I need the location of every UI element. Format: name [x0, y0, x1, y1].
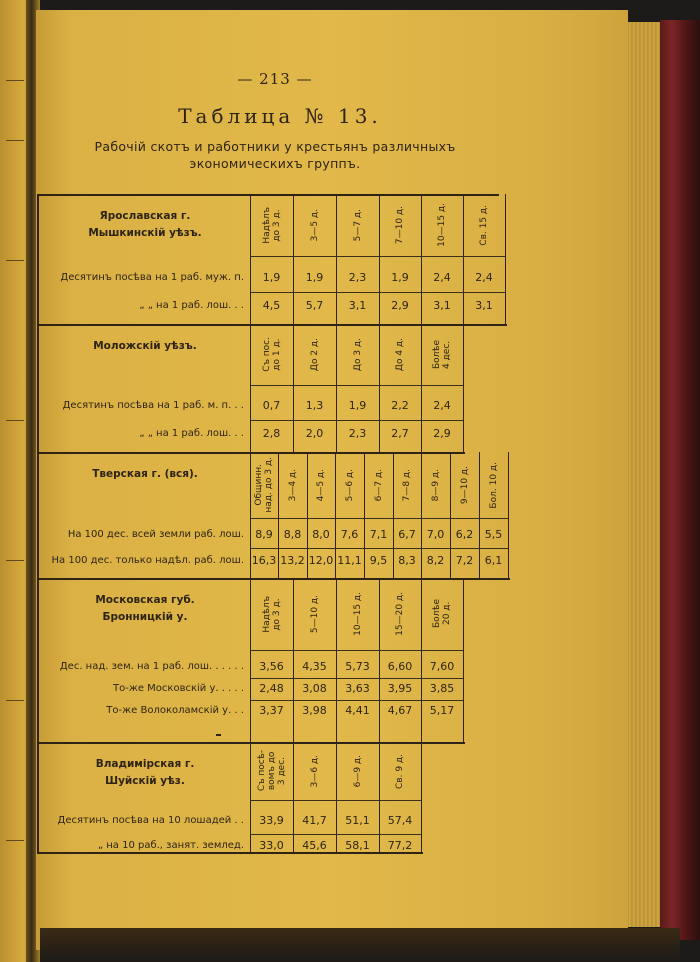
table-cell: 1,9: [305, 271, 324, 284]
column-header-text: 15—20 д.: [395, 592, 405, 636]
table-cell: 7,2: [455, 554, 474, 567]
column-header: [293, 328, 336, 381]
table-cell: 1,9: [348, 399, 367, 412]
column-header: [364, 456, 393, 514]
column-header: [421, 198, 463, 252]
row-divider: [250, 834, 421, 835]
region-label-line: Владимірская г.: [95, 758, 195, 770]
table-cell: 77,2: [387, 839, 413, 852]
column-header-text: Бол. 10 д.: [488, 461, 499, 509]
row-label: То-же Волоколамскій у. . .: [106, 705, 244, 716]
column-header-text: 10—15 д.: [352, 592, 363, 636]
column-header-text: Болѣе 20 д.: [432, 599, 452, 629]
stray-dash: [216, 734, 221, 736]
section-divider: [37, 578, 510, 580]
column-header-text: 5—10 д.: [309, 594, 320, 634]
table-cell: 57,4: [387, 814, 413, 827]
row-label: То-же Московскій у. . . . .: [113, 683, 244, 694]
table-cell: 2,3: [348, 427, 367, 440]
table-subtitle: Рабочій скотъ и работники у крестьянъ различныхъ экономическихъ группъ.: [94, 139, 456, 171]
column-header: [335, 456, 364, 514]
column-header-text: До 2 д.: [309, 337, 320, 372]
table-cell: 2,0: [305, 427, 324, 440]
previous-page-rule: [6, 560, 24, 561]
table-cell: 3,08: [302, 682, 327, 695]
column-header: [250, 746, 293, 796]
column-header-text: 10—15 д.: [437, 203, 447, 247]
table-cell: 2,2: [391, 399, 409, 412]
table-cell: 9,5: [369, 554, 388, 567]
row-divider: [250, 700, 463, 701]
column-header-text: Св. 15 д.: [479, 204, 489, 246]
column-header-text: Надѣлъ до 3 д.: [261, 595, 282, 633]
table-cell: 2,8: [262, 427, 281, 440]
table-top-border: [37, 194, 499, 196]
column-header: [379, 328, 421, 381]
column-divider: [463, 324, 464, 452]
region-label: [45, 466, 245, 483]
row-divider: [250, 292, 505, 293]
table-cell: 7,6: [340, 528, 359, 541]
column-header-text: Съ пос. до 1 д.: [261, 337, 282, 372]
column-header: [250, 198, 293, 252]
column-divider: [505, 194, 506, 324]
region-label-line: Тверская г. (вся).: [92, 468, 198, 480]
row-label: „ на 10 раб., занят. землед.: [97, 840, 244, 851]
column-header: [421, 328, 463, 381]
column-header-text: 3—5 д.: [309, 208, 320, 242]
table-cell: 11,1: [337, 554, 362, 567]
section-divider: [37, 324, 507, 326]
header-divider: [250, 518, 508, 519]
row-label: Десятинъ посѣва на 1 раб. муж. п.: [60, 272, 244, 283]
book-cover-bottom: [40, 928, 680, 962]
row-label: Десятинъ посѣва на 1 раб. м. п. . .: [62, 400, 244, 411]
region-label-line: Мышкинскій уѣзъ.: [88, 227, 202, 239]
table-cell: 0,7: [262, 399, 281, 412]
column-header-text: Болѣе 4 дес.: [432, 339, 452, 370]
table-cell: 3,85: [429, 682, 455, 695]
previous-page-rule: [6, 840, 24, 841]
table-cell: 2,9: [391, 299, 409, 312]
region-label-line: Московская губ.: [95, 594, 195, 606]
previous-page-rule: [6, 700, 24, 701]
table-cell: 7,1: [369, 528, 388, 541]
table-cell: 33,0: [259, 839, 284, 852]
table-cell: 45,6: [302, 839, 327, 852]
table-cell: 6,7: [398, 528, 416, 541]
column-header-text: 3—4 д.: [287, 468, 298, 502]
table-cell: 3,1: [475, 299, 493, 312]
book-cover: [660, 20, 700, 940]
column-header: [421, 456, 450, 514]
table-cell: 3,1: [433, 299, 451, 312]
column-header-text: До 3 д.: [352, 337, 363, 372]
region-label-line: Ярославская г.: [99, 210, 191, 222]
column-header: [450, 456, 479, 514]
table-cell: 5,7: [305, 299, 324, 312]
table-cell: 51,1: [345, 814, 370, 827]
table-cell: 6,60: [387, 660, 413, 673]
table-cell: 2,4: [475, 271, 493, 284]
region-label-line: Моложскій уѣзъ.: [93, 340, 197, 352]
table-cell: 12,0: [308, 554, 334, 567]
table-cell: 3,1: [348, 299, 367, 312]
column-header-text: Съ посѣ- вомъ до 3 дес.: [256, 750, 287, 792]
column-header: [379, 582, 421, 646]
table-cell: 4,35: [302, 660, 327, 673]
column-header-text: 7—10 д.: [395, 205, 405, 245]
column-header: [250, 456, 278, 514]
column-header-text: 5—7 д.: [352, 208, 363, 242]
column-header: [379, 198, 421, 252]
column-header: [250, 582, 293, 646]
previous-page-rule: [6, 80, 24, 81]
column-header: [293, 198, 336, 252]
table-cell: 58,1: [345, 839, 370, 852]
column-header: [293, 746, 336, 796]
column-header: [250, 328, 293, 381]
table-cell: 8,3: [398, 554, 416, 567]
table-cell: 2,7: [391, 427, 409, 440]
column-header-text: 8—9 д.: [430, 468, 441, 502]
column-header: [336, 198, 379, 252]
column-divider: [508, 452, 509, 578]
table-cell: 16,3: [251, 554, 277, 567]
table-cell: 2,4: [433, 271, 451, 284]
column-header-text: 6—7 д.: [373, 468, 384, 502]
table-cell: 3,95: [387, 682, 413, 695]
column-header: [336, 328, 379, 381]
column-header-text: 6—9 д.: [352, 754, 363, 788]
column-header: [278, 456, 307, 514]
column-header: [479, 456, 508, 514]
table-cell: 13,2: [280, 554, 305, 567]
column-header: [336, 582, 379, 646]
table-cell: 4,41: [345, 704, 370, 717]
table-cell: 7,0: [426, 528, 445, 541]
row-label: На 100 дес. всей земли раб. лош.: [67, 529, 244, 540]
table-cell: 8,2: [426, 554, 445, 567]
column-header-text: 9—10 д.: [459, 465, 470, 505]
row-divider: [250, 420, 463, 421]
header-divider: [250, 256, 505, 257]
table-cell: 3,98: [302, 704, 327, 717]
header-divider: [250, 800, 421, 801]
table-cell: 33,9: [259, 814, 284, 827]
row-label: Дес. над. зем. на 1 раб. лош. . . . . .: [59, 661, 244, 672]
column-header: [463, 198, 505, 252]
table-cell: 5,73: [345, 660, 370, 673]
row-label: „ „ на 1 раб. лош. . .: [139, 428, 244, 439]
table-cell: 3,56: [259, 660, 284, 673]
region-label-line: Бронницкій у.: [102, 611, 188, 623]
previous-page-rule: [6, 140, 24, 141]
column-divider: [421, 742, 422, 852]
table-title: Таблица № 13.: [178, 104, 382, 128]
region-label: [45, 338, 245, 355]
column-header-text: 4—5 д.: [316, 468, 326, 502]
column-header-text: До 4 д.: [395, 337, 405, 372]
column-divider: [463, 578, 464, 742]
page-number: — 213 —: [237, 70, 313, 88]
column-header: [293, 582, 336, 646]
column-header-text: Надѣлъ до 3 д.: [261, 206, 282, 244]
table-cell: 8,8: [283, 528, 302, 541]
table-cell: 8,9: [255, 528, 273, 541]
column-header-text: 3—6 д.: [309, 754, 320, 788]
row-label: „ „ на 1 раб. лош. . .: [139, 300, 244, 311]
header-divider: [250, 385, 463, 386]
table-cell: 1,3: [305, 399, 324, 412]
table-cell: 1,9: [391, 271, 409, 284]
column-header: [421, 582, 463, 646]
row-divider: [250, 678, 463, 679]
region-label-line: Шуйскій уѣз.: [105, 775, 185, 787]
column-header: [379, 746, 421, 796]
table-cell: 5,17: [429, 704, 455, 717]
table-cell: 8,0: [312, 528, 330, 541]
header-divider: [250, 650, 463, 651]
region-label: [45, 208, 245, 242]
column-header-text: Св. 9 д.: [395, 753, 405, 789]
previous-page-rule: [6, 420, 24, 421]
column-header: [393, 456, 421, 514]
column-header-text: 7—8 д.: [402, 468, 412, 502]
table-cell: 2,48: [259, 682, 284, 695]
row-label: На 100 дес. только надѣл. раб. лош.: [51, 555, 244, 566]
table-cell: 6,2: [455, 528, 474, 541]
column-header-text: 5—6 д.: [344, 468, 355, 502]
table-cell: 4,67: [387, 704, 413, 717]
table-cell: 6,1: [484, 554, 503, 567]
table-left-border: [37, 194, 39, 852]
column-header: [307, 456, 335, 514]
row-divider: [250, 548, 508, 549]
table-cell: 2,3: [348, 271, 367, 284]
row-label: Десятинъ посѣва на 10 лошадей . .: [57, 815, 244, 826]
table-cell: 41,7: [302, 814, 327, 827]
region-label: [45, 756, 245, 790]
table-cell: 3,37: [259, 704, 284, 717]
table-cell: 5,5: [484, 528, 503, 541]
table-cell: 7,60: [429, 660, 455, 673]
table-cell: 2,9: [433, 427, 451, 440]
column-header-text: Общинн. над. до 3 д.: [254, 457, 274, 513]
table-cell: 4,5: [262, 299, 281, 312]
column-header: [336, 746, 379, 796]
table-cell: 3,63: [345, 682, 370, 695]
table-cell: 2,4: [433, 399, 451, 412]
table-cell: 1,9: [262, 271, 281, 284]
region-label: [45, 592, 245, 626]
previous-page-rule: [6, 260, 24, 261]
